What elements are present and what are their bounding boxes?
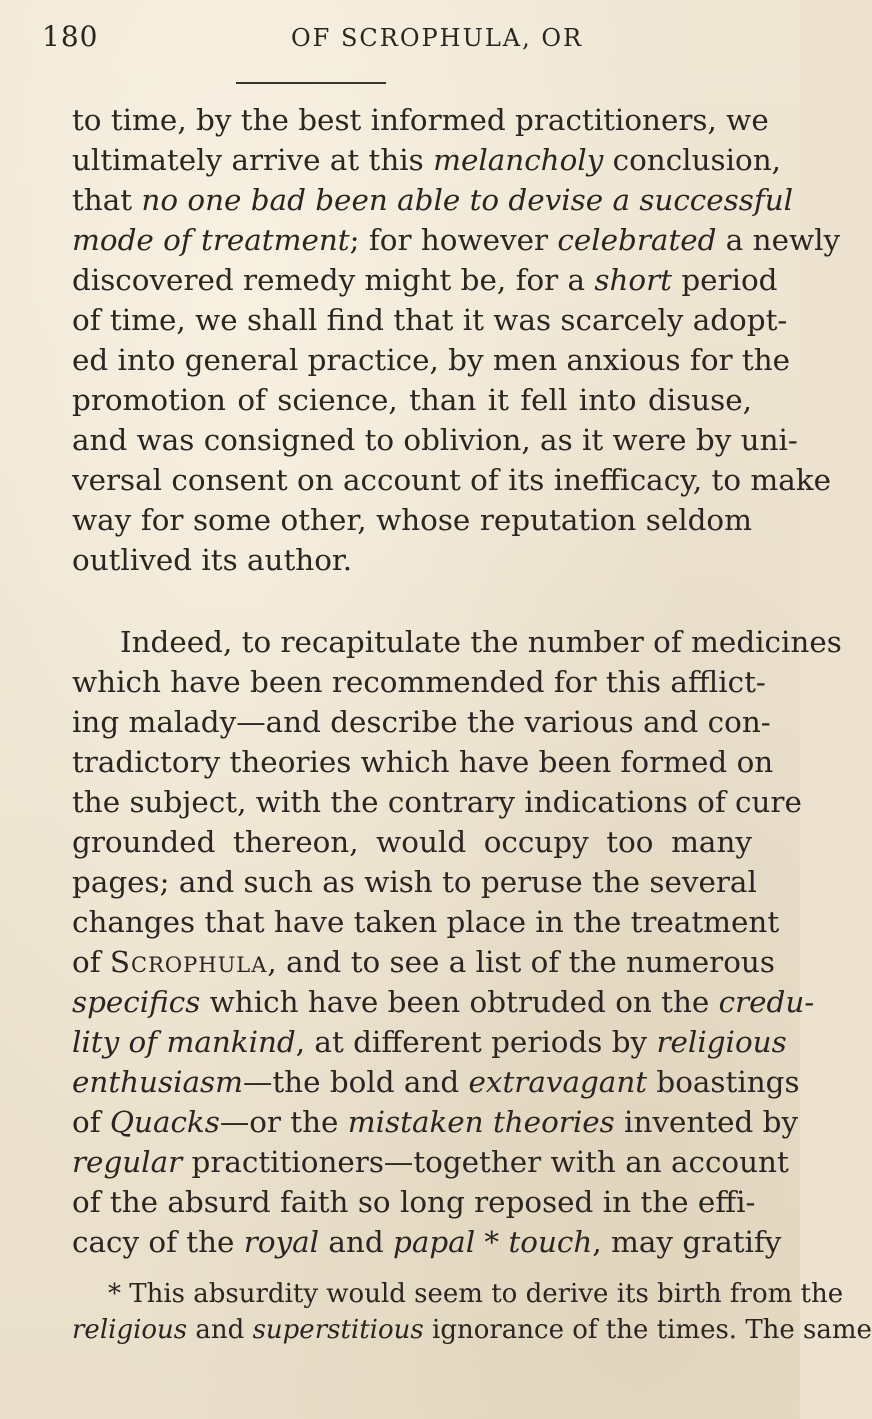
text-line: way for some other, whose reputation seldom <box>72 503 752 537</box>
text-line: Indeed, to recapitulate the number of medicines <box>120 625 842 659</box>
text-line: the subject, with the contrary indications of cure <box>72 785 802 819</box>
body-text <box>72 100 872 1348</box>
text-line: outlived its author. <box>72 543 353 577</box>
text-line: ing malady—and describe the various and con- <box>72 705 771 739</box>
text-line: that no one bad been able to devise a successful <box>72 183 794 217</box>
text-line: promotion of science, than it fell into disuse, <box>72 383 752 417</box>
paragraph-gap <box>72 580 752 622</box>
text-line: and was consigned to oblivion, as it were by uni- <box>72 423 798 457</box>
text-line: versal consent on account of its inefficacy, to make <box>72 463 831 497</box>
text-line: mode of treatment; for however celebrated a newly <box>72 223 841 257</box>
text-line: of Scrophula, and to see a list of the numerous <box>72 945 775 979</box>
text-line: specifics which have been obtruded on the credu- <box>72 985 815 1019</box>
text-line: of time, we shall find that it was scarcely adopt- <box>72 303 788 337</box>
text-line: ultimately arrive at this melancholy conclusion, <box>72 143 781 177</box>
text-line: of the absurd faith so long reposed in the effi- <box>72 1185 756 1219</box>
footnote-gap <box>72 1262 752 1276</box>
text-line: which have been recommended for this afflict- <box>72 665 766 699</box>
text-line: pages; and such as wish to peruse the several <box>72 865 757 899</box>
text-line: regular practitioners—together with an account <box>72 1145 789 1179</box>
text-line: ed into general practice, by men anxious for the <box>72 343 791 377</box>
text-line: of Quacks—or the mistaken theories invented by <box>72 1105 799 1139</box>
page-number: 180 <box>42 20 99 53</box>
text-line: discovered remedy might be, for a short period <box>72 263 778 297</box>
text-line: changes that have taken place in the treatment <box>72 905 780 939</box>
text-line: tradictory theories which have been formed on <box>72 745 774 779</box>
text-line: to time, by the best informed practitioners, we <box>72 103 769 137</box>
footnote-line: * This absurdity would seem to derive its birth from the <box>108 1279 844 1309</box>
text-line: grounded thereon, would occupy too many <box>72 825 752 859</box>
text-line: lity of mankind, at different periods by religious <box>72 1025 787 1059</box>
text-line: enthusiasm—the bold and extravagant boastings <box>72 1065 800 1099</box>
text-line: cacy of the royal and papal * touch, may gratify <box>72 1225 782 1259</box>
running-title: OF SCROPHULA, OR <box>291 24 584 52</box>
footnote-line: religious and superstitious ignorance of the times. The same <box>72 1315 872 1345</box>
running-head <box>42 20 602 64</box>
header-rule <box>236 82 386 84</box>
